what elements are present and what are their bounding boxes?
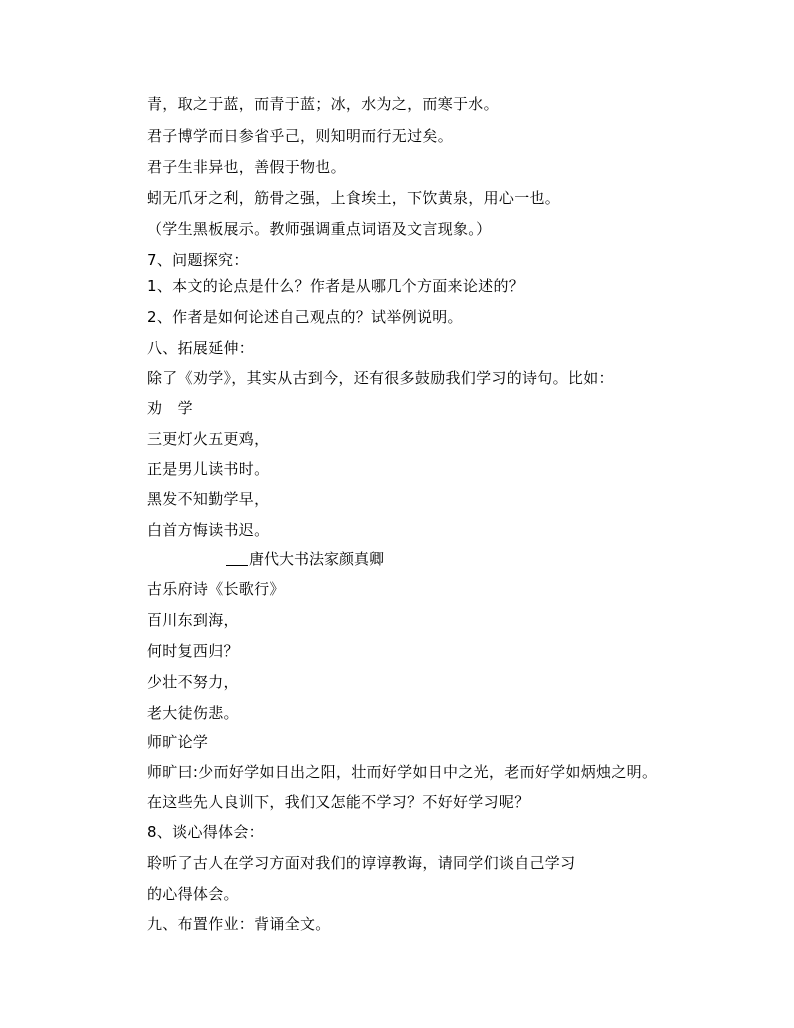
text-line: （学生黑板展示。教师强调重点词语及文言现象。） [147,220,492,238]
poem-line: 何时复西归？ [147,642,239,660]
poem-line: 三更灯火五更鸡， [147,430,270,448]
poem-attribution [226,549,384,569]
section-heading: 7、问题探究： [147,251,249,269]
poem-title: 古乐府诗《长歌行》 [147,580,285,598]
question-line: 2、作者是如何论述自己观点的？试举例说明。 [147,308,463,326]
text-line: 在这些先人良训下，我们又怎能不学习？不好好学习呢？ [147,793,530,811]
poem-line: 黑发不知勤学早， [147,490,270,508]
attribution-dash [226,565,248,566]
poem-line: 正是男儿读书时。 [147,460,270,478]
section-heading: 八、拓展延伸： [147,339,255,357]
poem-line: 少壮不努力， [147,673,239,691]
poem-line: 白首方悔读书迟。 [147,521,270,539]
text-line: 蚓无爪牙之利，筋骨之强，上食埃土，下饮黄泉，用心一也。 [147,189,561,207]
text-line: 君子生非异也，善假于物也。 [147,158,346,176]
text-line: 聆听了古人在学习方面对我们的谆谆教诲，请同学们谈自己学习 [147,854,576,872]
poem-title: 劝 学 [147,399,193,417]
attribution-text: 唐代大书法家颜真卿 [249,550,385,568]
poem-line: 老大徒伤悲。 [147,704,239,722]
section-heading: 8、谈心得体会： [147,823,264,841]
text-line: 君子博学而日参省乎己，则知明而行无过矣。 [147,127,454,145]
text-line: 青，取之于蓝，而青于蓝；冰，水为之，而寒于水。 [147,95,499,113]
text-line: 师旷曰:少而好学如日出之阳，壮而好学如日中之光，老而好学如炳烛之明。 [147,763,658,781]
text-line: 除了《劝学》，其实从古到今，还有很多鼓励我们学习的诗句。比如： [147,369,614,387]
passage-title: 师旷论学 [147,733,209,751]
text-line: 的心得体会。 [147,885,239,903]
section-heading: 九、布置作业：背诵全文。 [147,915,331,933]
poem-line: 百川东到海， [147,611,239,629]
question-line: 1、本文的论点是什么？作者是从哪几个方面来论述的？ [147,277,525,295]
